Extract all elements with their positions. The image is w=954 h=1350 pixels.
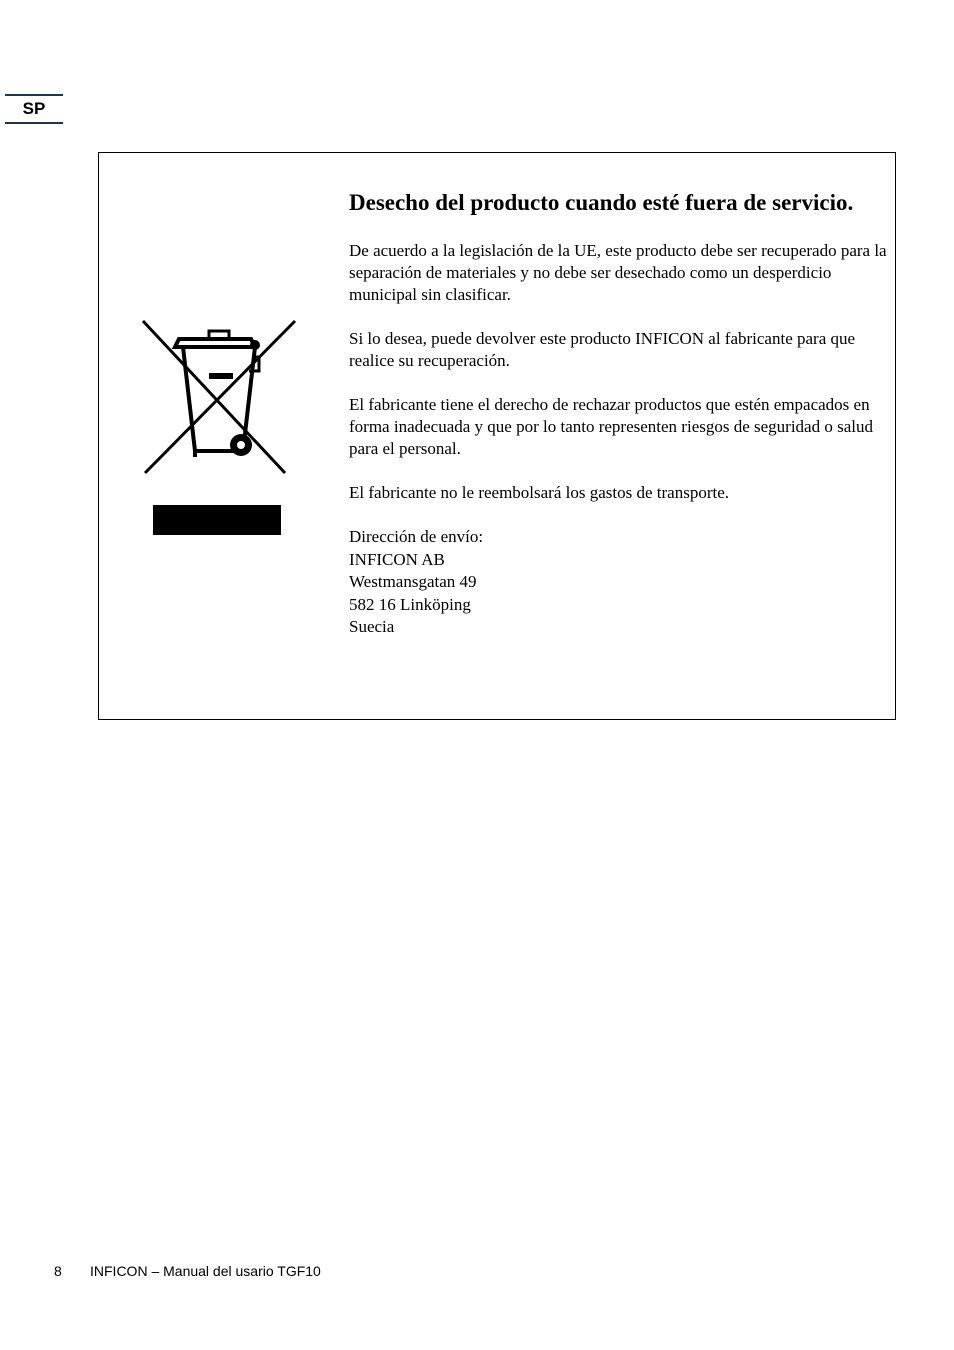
shipping-address — [349, 526, 889, 639]
address-line: INFICON AB — [349, 549, 445, 569]
paragraph-return: Si lo desea, puede devolver este producto INFICON al fabricante para que realice su recuperación. — [349, 329, 856, 370]
address-line: 582 16 Linköping — [349, 594, 471, 614]
disposal-notice-box — [98, 152, 896, 720]
address-line: Suecia — [349, 617, 395, 636]
paragraph-rejection: El fabricante tiene el derecho de rechazar productos que estén empacados en forma inadecuada y que por lo tanto representen riesgos de seguridad o salud para el personal. — [349, 395, 873, 458]
disposal-notice-content — [349, 187, 889, 639]
footer-text: INFICON – Manual del usario TGF10 — [90, 1263, 321, 1279]
page-footer — [54, 1263, 321, 1279]
address-line: Westmansgatan 49 — [349, 572, 477, 591]
language-tab: SP — [5, 94, 63, 124]
paragraph-legislation: De acuerdo a la legislación de la UE, este producto debe ser recuperado para la separación de materiales y no debe ser desechado como un desperdicio municipal sin clasificar. — [349, 241, 887, 304]
page-number: 8 — [54, 1263, 62, 1279]
crossed-out-wheelie-bin-icon — [139, 317, 299, 537]
address-line: Dirección de envío: — [349, 527, 484, 546]
section-title: Desecho del producto cuando esté fuera de servicio. — [349, 190, 854, 215]
paragraph-transport: El fabricante no le reembolsará los gastos de transporte. — [349, 483, 730, 502]
